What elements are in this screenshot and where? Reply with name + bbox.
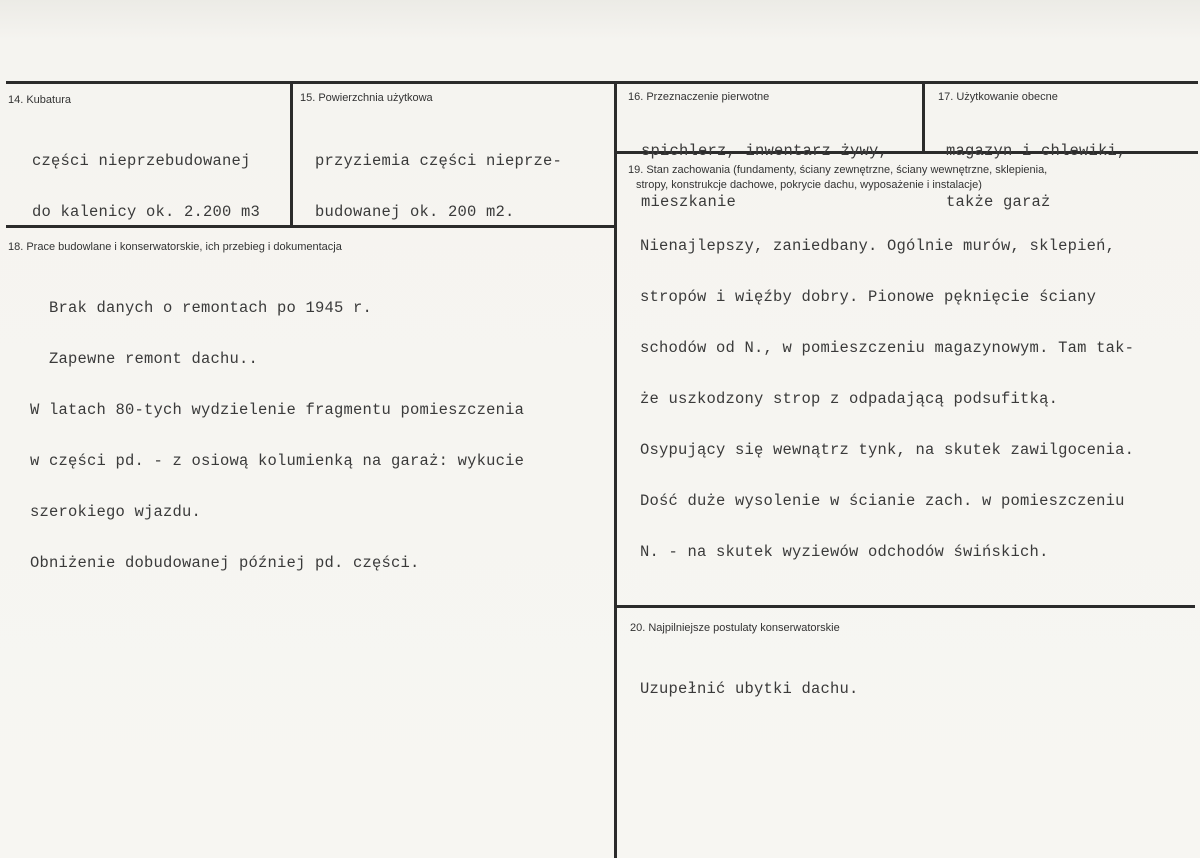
stan-label-line-1: 19. Stan zachowania (fundamenty, ściany zewnętrzne, ściany wewnętrzne, sklepienia, <box>628 164 1048 176</box>
powierzchnia-line-1: przyziemia części nieprze- <box>315 152 563 170</box>
prace-value <box>30 266 524 606</box>
divider-16-17 <box>922 81 925 153</box>
powierzchnia-value <box>315 119 562 255</box>
stan-line-6: Dość duże wysolenie w ścianie zach. w pomieszczeniu <box>640 492 1125 510</box>
stan-line-3: schodów od N., w pomieszczeniu magazynowym. Tam tak- <box>640 339 1135 357</box>
divider-left-right <box>614 81 617 858</box>
kubatura-line-2: do kalenicy ok. 2.200 m3 <box>32 203 261 221</box>
postulaty-line-1: Uzupełnić ubytki dachu. <box>640 680 859 698</box>
powierzchnia-line-2: budowanej ok. 200 m2. <box>315 203 515 221</box>
przeznaczenie-line-2: mieszkanie <box>641 193 737 211</box>
kubatura-label: 14. Kubatura <box>8 94 71 106</box>
prace-line-4: w części pd. - z osiową kolumienką na garaż: wykucie <box>30 452 525 470</box>
postulaty-value <box>640 647 859 732</box>
powierzchnia-label: 15. Powierzchnia użytkowa <box>300 92 433 104</box>
prace-label: 18. Prace budowlane i konserwatorskie, ich przebieg i dokumentacja <box>8 241 342 253</box>
stan-line-4: że uszkodzony strop z odpadającą podsufitką. <box>640 390 1059 408</box>
postulaty-label: 20. Najpilniejsze postulaty konserwatorskie <box>630 622 840 634</box>
stan-line-7: N. - na skutek wyziewów odchodów świńskich. <box>640 543 1049 561</box>
prace-line-2: Zapewne remont dachu.. <box>30 350 259 368</box>
stan-line-1: Nienajlepszy, zaniedbany. Ogólnie murów, sklepień, <box>640 237 1116 255</box>
prace-line-5: szerokiego wjazdu. <box>30 503 202 521</box>
prace-line-3: W latach 80-tych wydzielenie fragmentu pomieszczenia <box>30 401 525 419</box>
kubatura-line-1: części nieprzebudowanej <box>32 152 251 170</box>
stan-line-2: stropów i więźby dobry. Pionowe pęknięcie ściany <box>640 288 1097 306</box>
prace-line-1: Brak danych o remontach po 1945 r. <box>30 299 373 317</box>
uzytkowanie-label: 17. Użytkowanie obecne <box>938 91 1058 103</box>
stan-value <box>640 204 1134 595</box>
kubatura-value <box>32 119 260 255</box>
divider-14-15 <box>290 81 293 228</box>
rule-above-20 <box>617 605 1195 608</box>
stan-line-5: Osypujący się wewnątrz tynk, na skutek zawilgocenia. <box>640 441 1135 459</box>
stan-label-line-2: stropy, konstrukcje dachowe, pokrycie dachu, wyposażenie i instalacje) <box>636 179 982 191</box>
przeznaczenie-line-1: spichlerz, inwentarz żywy, <box>641 142 889 160</box>
prace-line-6: Obniżenie dobudowanej później pd. części. <box>30 554 420 572</box>
uzytkowanie-line-2: także garaż <box>946 193 1051 211</box>
przeznaczenie-label: 16. Przeznaczenie pierwotne <box>628 91 770 103</box>
uzytkowanie-line-1: magazyn i chlewiki, <box>946 142 1127 160</box>
top-rule <box>6 81 1198 84</box>
